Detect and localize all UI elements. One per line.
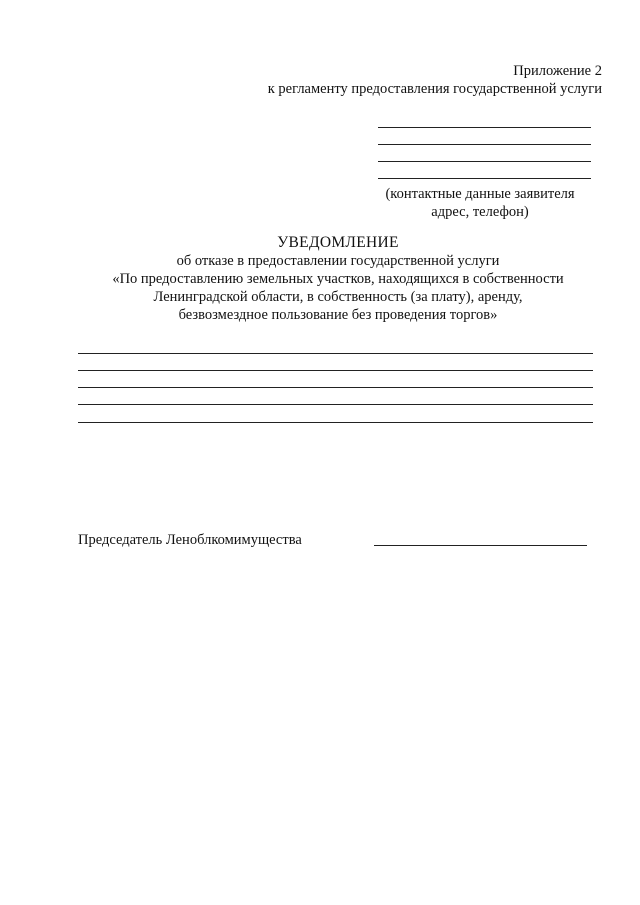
notice-title: УВЕДОМЛЕНИЕ — [277, 234, 399, 251]
signature-label: Председатель Леноблкомимущества — [78, 532, 302, 548]
notice-line-4: безвозмездное пользование без проведения торгов» — [178, 307, 498, 323]
regulation-reference: к регламенту предоставления государственной услуги — [267, 81, 602, 97]
appendix-number: Приложение 2 — [513, 63, 602, 79]
body-line-4[interactable] — [78, 404, 593, 405]
notice-line-3: Ленинградской области, в собственность (за плату), аренду, — [153, 289, 523, 305]
body-line-2[interactable] — [78, 370, 593, 371]
contact-line-3[interactable] — [378, 161, 591, 162]
contact-line-2[interactable] — [378, 144, 591, 145]
body-line-3[interactable] — [78, 387, 593, 388]
body-line-1[interactable] — [78, 353, 593, 354]
notice-line-2: «По предоставлению земельных участков, находящихся в собственности — [112, 271, 564, 287]
contact-caption-1: (контактные данные заявителя — [385, 186, 575, 202]
contact-line-1[interactable] — [378, 127, 591, 128]
body-line-5[interactable] — [78, 422, 593, 423]
signature-line[interactable] — [374, 545, 587, 546]
notice-line-1: об отказе в предоставлении государственной услуги — [176, 253, 500, 269]
contact-line-4[interactable] — [378, 178, 591, 179]
contact-caption-2: адрес, телефон) — [431, 204, 529, 220]
